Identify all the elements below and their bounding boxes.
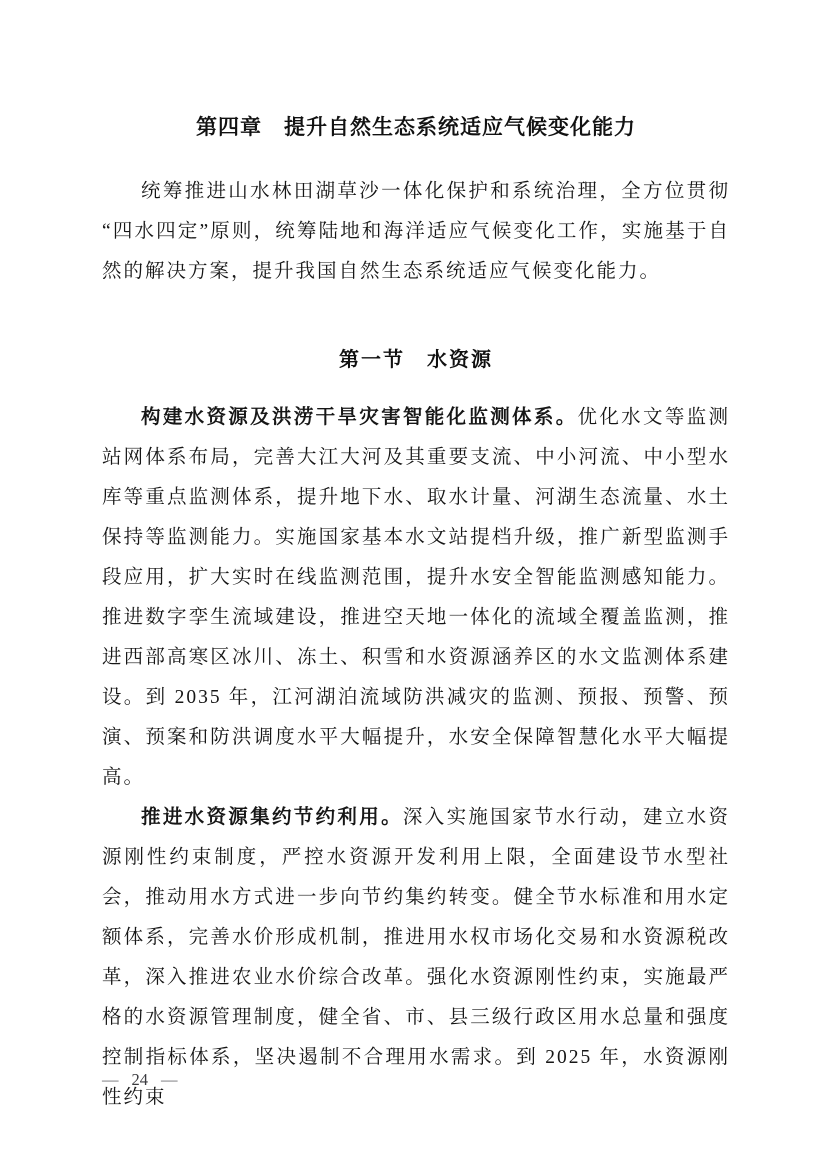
paragraph bbox=[102, 398, 730, 798]
page-footer bbox=[102, 1068, 178, 1092]
chapter-title: 第四章 提升自然生态系统适应气候变化能力 bbox=[196, 116, 636, 139]
paragraph-body: 深入实施国家节水行动，建立水资源刚性约束制度，严控水资源开发利用上限，全面建设节水型社会，推动用水方式进一步向节约集约转变。健全节水标准和用水定额体系，完善水价形成机制，推进用水权市场化交易和水资源税改革，深入推进农业水价综合改革。强化水资源刚性约束，实施最严格的水资源管理制度，健全省、市、县三级行政区用水总量和强度控制指标体系，坚决遏制不合理用水需求。到 2025 年，水资源刚性约束 bbox=[102, 807, 730, 1108]
body-paragraphs bbox=[102, 398, 730, 1118]
intro-paragraph: 统筹推进山水林田湖草沙一体化保护和系统治理，全方位贯彻“四水四定”原则，统筹陆地和海洋适应气候变化工作，实施基于自然的解决方案，提升我国自然生态系统适应气候变化能力。 bbox=[102, 181, 730, 282]
paragraph-lead: 推进水资源集约节约利用。 bbox=[141, 807, 403, 828]
page-number: 24 bbox=[131, 1070, 148, 1089]
footer-right-dash: — bbox=[161, 1070, 178, 1089]
paragraph-lead: 构建水资源及洪涝干旱灾害智能化监测体系。 bbox=[141, 407, 578, 428]
intro-block bbox=[102, 172, 730, 292]
paragraph bbox=[102, 798, 730, 1118]
section-title: 第一节 水资源 bbox=[339, 349, 493, 371]
paragraph-body: 优化水文等监测站网体系布局，完善大江大河及其重要支流、中小河流、中小型水库等重点监测体系，提升地下水、取水计量、河湖生态流量、水土保持等监测能力。实施国家基本水文站提档升级，推广新型监测手段应用，扩大实时在线监测范围，提升水安全智能监测感知能力。推进数字孪生流域建设，推进空天地一体化的流域全覆盖监测，推进西部高寒区冰川、冻土、积雪和水资源涵养区的水文监测体系建设。到 2035 年，江河湖泊流域防洪减灾的监测、预报、预警、预演、预案和防洪调度水平大幅提升，水安全保障智慧化水平大幅提高。 bbox=[102, 407, 730, 788]
footer-left-dash: — bbox=[102, 1070, 119, 1089]
